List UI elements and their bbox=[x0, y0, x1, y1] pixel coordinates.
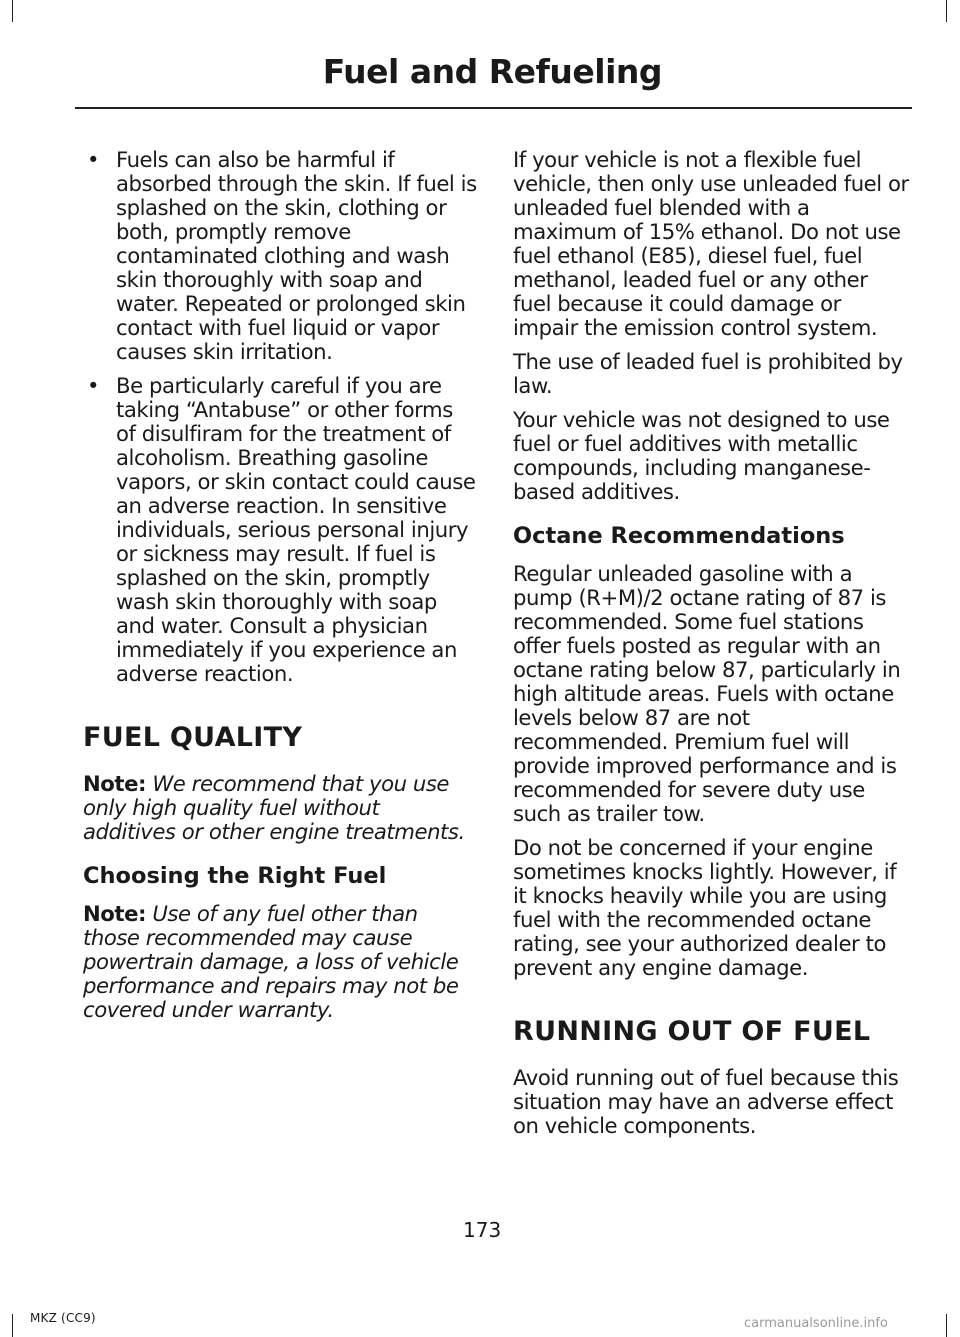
note-text: We recommend that you use only high quality fuel without additives or other engine treatments. bbox=[83, 771, 465, 844]
footer-model-code: MKZ (CC9) bbox=[30, 1311, 96, 1325]
bullet-icon: • bbox=[87, 147, 100, 172]
bullet-icon: • bbox=[87, 373, 100, 398]
paragraph: The use of leaded fuel is prohibited by law. bbox=[513, 349, 903, 398]
paragraph: Your vehicle was not designed to use fuel or fuel additives with metallic compounds, including manganese-based additives. bbox=[513, 407, 890, 504]
watermark: carmanualsonline.info bbox=[744, 1316, 888, 1331]
note-fuel-quality bbox=[83, 772, 478, 844]
crop-mark-bottom-right bbox=[946, 1314, 947, 1337]
note-choosing-fuel bbox=[83, 902, 478, 1022]
crop-mark-top-left bbox=[12, 0, 13, 22]
crop-mark-bottom-left bbox=[12, 1314, 13, 1337]
left-column bbox=[83, 148, 478, 1032]
paragraph: If your vehicle is not a flexible fuel vehicle, then only use unleaded fuel or unleaded fuel blended with a maximum of 15% ethanol. Do not use fuel ethanol (E85), diesel fuel, fuel methanol, leaded fuel or any other fuel because it could damage or impair the emission control system. bbox=[513, 147, 909, 340]
list-item-text: Be particularly careful if you are taking “Antabuse” or other forms of disulfiram for the treatment of alcoholism. Breathing gasoline vapors, or skin contact could cause an adverse reaction. In sensitive individuals, serious personal injury or sickness may result. If fuel is splashed on the skin, promptly wash skin thoroughly with soap and water. Consult a physician immediately if you experience an adverse reaction. bbox=[116, 373, 476, 686]
note-label: Note: bbox=[83, 901, 147, 926]
paragraph: Regular unleaded gasoline with a pump (R+M)/2 octane rating of 87 is recommended. Some fuel stations offer fuels posted as regular with an octane rating below 87, particularly in high altitude areas. Fuels with octane levels below 87 are not recommended. Premium fuel will provide improved performance and is recommended for severe duty use such as trailer tow. bbox=[513, 561, 901, 826]
header-divider bbox=[75, 107, 912, 109]
right-column bbox=[513, 148, 909, 1148]
section-heading-fuel-quality: FUEL QUALITY bbox=[83, 722, 303, 753]
section-heading-octane: Octane Recommendations bbox=[513, 523, 845, 549]
note-text: Use of any fuel other than those recommended may cause powertrain damage, a loss of vehicle performance and repairs may not be covered under warranty. bbox=[83, 901, 459, 1022]
section-heading-choosing-fuel: Choosing the Right Fuel bbox=[83, 863, 387, 889]
paragraph: Do not be concerned if your engine sometimes knocks lightly. However, if it knocks heavily while you are using fuel with the recommended octane rating, see your authorized dealer to prevent any engine damage. bbox=[513, 835, 897, 980]
paragraph: Avoid running out of fuel because this situation may have an adverse effect on vehicle components. bbox=[513, 1065, 899, 1138]
crop-mark-top-right bbox=[946, 0, 947, 22]
list-item bbox=[83, 148, 478, 364]
note-label: Note: bbox=[83, 771, 147, 796]
section-heading-running-out: RUNNING OUT OF FUEL bbox=[513, 1016, 871, 1047]
page-number: 173 bbox=[463, 1218, 502, 1242]
list-item bbox=[83, 374, 478, 686]
list-item-text: Fuels can also be harmful if absorbed through the skin. If fuel is splashed on the skin, clothing or both, promptly remove contaminated clothing and wash skin thoroughly with soap and water. Repeated or prolonged skin contact with fuel liquid or vapor causes skin irritation. bbox=[116, 147, 477, 364]
page-title: Fuel and Refueling bbox=[322, 52, 662, 91]
